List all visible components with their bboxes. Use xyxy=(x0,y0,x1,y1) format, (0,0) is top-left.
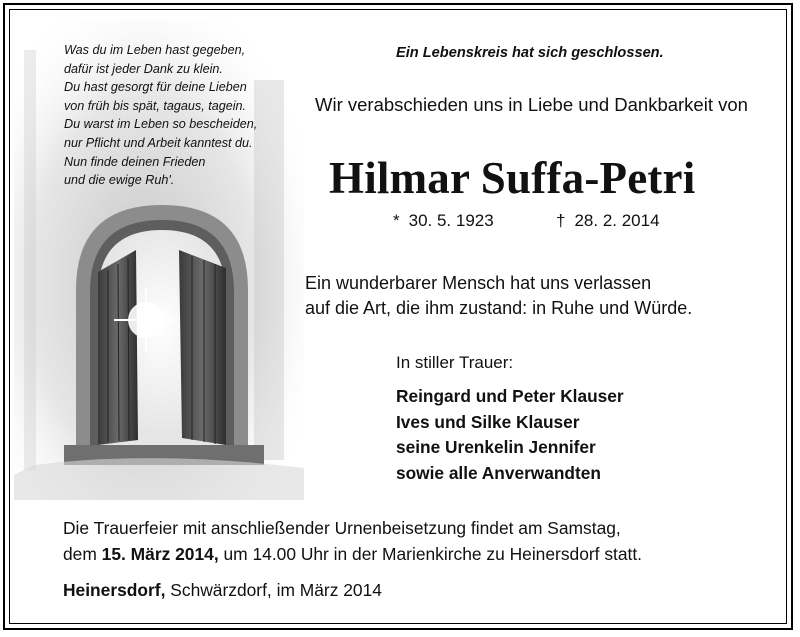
poem-line: und die ewige Ruh'. xyxy=(64,173,175,188)
headline: Ein Lebenskreis hat sich geschlossen. xyxy=(396,45,664,61)
service-line-2 xyxy=(63,541,642,567)
poem-line: Du warst im Leben so bescheiden, xyxy=(64,117,258,132)
death-date xyxy=(556,211,660,231)
memorial-line: Ein wunderbarer Mensch hat uns verlassen xyxy=(305,273,652,293)
birth-symbol: * xyxy=(393,211,400,230)
place-and-date xyxy=(63,580,382,601)
poem-line: nur Pflicht und Arbeit kanntest du. xyxy=(64,135,253,150)
service-prefix: dem xyxy=(63,544,102,564)
mourners-list xyxy=(396,384,624,486)
mourner: Reingard und Peter Klauser xyxy=(396,386,624,406)
poem-line: Du hast gesorgt für deine Lieben xyxy=(64,80,247,95)
place-rest: Schwärzdorf, im März 2014 xyxy=(165,580,382,600)
poem xyxy=(64,41,304,190)
memorial-line: auf die Art, die ihm zustand: in Ruhe und Würde. xyxy=(305,298,693,318)
service-suffix: um 14.00 Uhr in der Marienkirche zu Heinersdorf statt. xyxy=(218,544,643,564)
mourning-label: In stiller Trauer: xyxy=(396,353,514,372)
mourner: sowie alle Anverwandten xyxy=(396,462,601,483)
death-symbol: † xyxy=(556,211,566,230)
deceased-name: Hilmar Suffa-Petri xyxy=(329,153,696,203)
intro-text: Wir verabschieden uns in Liebe und Dankbarkeit von xyxy=(315,94,748,115)
poem-line: Nun finde deinen Frieden xyxy=(64,154,206,169)
poem-line: von früh bis spät, tagaus, tagein. xyxy=(64,98,247,113)
memorial-text xyxy=(305,271,692,321)
service-notice xyxy=(63,515,642,567)
service-date: 15. März 2014, xyxy=(101,544,219,564)
mourner: Ives und Silke Klauser xyxy=(396,411,580,432)
place-town: Heinersdorf, xyxy=(63,580,166,600)
service-line-1: Die Trauerfeier mit anschließender Urnenbeisetzung findet am Samstag, xyxy=(63,518,621,538)
mourner: seine Urenkelin Jennifer xyxy=(396,437,596,457)
poem-line: Was du im Leben hast gegeben, xyxy=(64,43,246,57)
death-date-value: 28. 2. 2014 xyxy=(574,211,660,230)
poem-line: dafür ist jeder Dank zu klein. xyxy=(64,61,223,76)
birth-date xyxy=(393,211,494,231)
birth-date-value: 30. 5. 1923 xyxy=(408,211,494,230)
